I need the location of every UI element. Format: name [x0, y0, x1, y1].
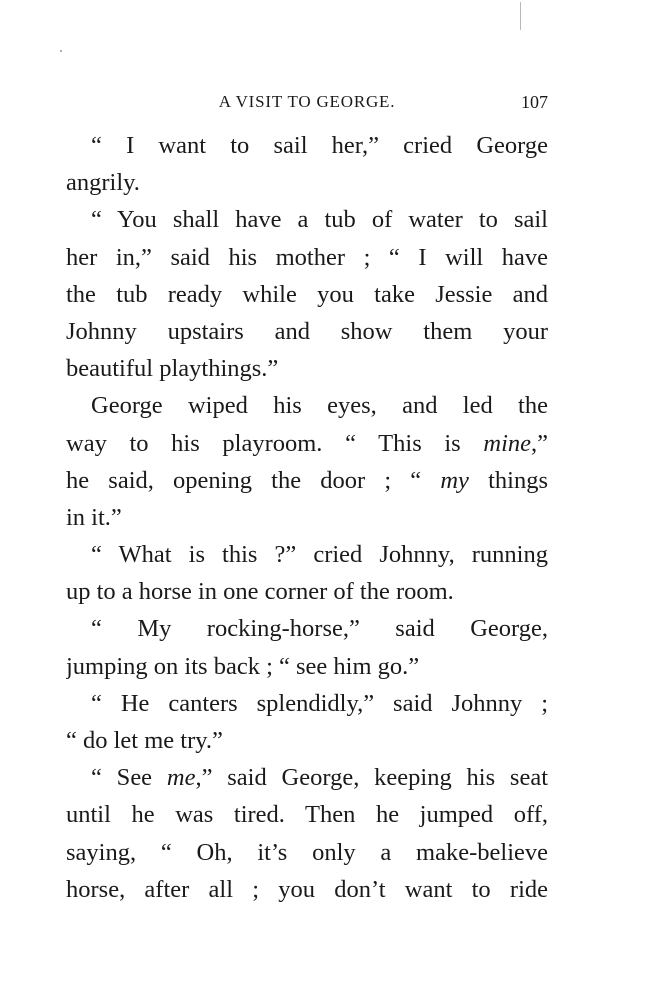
paragraph: [66, 685, 548, 759]
text-line: the tub ready while you take Jessie and: [66, 280, 548, 308]
text-line: “ do let me try.”: [66, 727, 223, 754]
text-line: beautiful playthings.”: [66, 355, 279, 383]
scan-mark: [520, 2, 521, 30]
text-line: he said, opening the door ; “ my things: [66, 466, 548, 494]
paragraph: [66, 536, 548, 610]
text-line: George wiped his eyes, and led the: [91, 392, 548, 420]
text-line: “ My rocking-horse,” said George,: [91, 615, 548, 643]
text-line: jumping on its back ; “ see him go.”: [66, 652, 420, 680]
text-line: horse, after all ; you don’t want to ride: [66, 875, 548, 903]
paragraph: [66, 127, 548, 201]
text-line: until he was tired. Then he jumped off,: [66, 801, 548, 829]
text-line: angrily.: [66, 169, 140, 197]
body-text: [66, 127, 548, 908]
paragraph: [66, 759, 548, 908]
text-line: “ He canters splendidly,” said Johnny ;: [91, 689, 548, 717]
text-line: in it.”: [66, 503, 122, 531]
text-line: “ See me,” said George, keeping his seat: [91, 764, 548, 792]
paragraph: [66, 610, 548, 684]
text-line: “ What is this ?” cried Johnny, running: [91, 541, 548, 569]
text-line: “ You shall have a tub of water to sail: [91, 206, 548, 234]
scan-speck: [60, 50, 62, 52]
page-number: 107: [521, 92, 548, 112]
text-line: up to a horse in one corner of the room.: [66, 578, 454, 606]
text-line: saying, “ Oh, it’s only a make-believe: [66, 838, 548, 866]
text-line: Johnny upstairs and show them your: [66, 317, 548, 345]
running-title: A VISIT TO GEORGE.: [218, 92, 396, 111]
running-head: [66, 90, 548, 114]
text-line: way to his playroom. “ This is mine,”: [66, 429, 548, 457]
paragraph: [66, 387, 548, 536]
paragraph: [66, 201, 548, 387]
text-line: “ I want to sail her,” cried George: [91, 132, 548, 159]
text-line: her in,” said his mother ; “ I will have: [66, 243, 548, 271]
